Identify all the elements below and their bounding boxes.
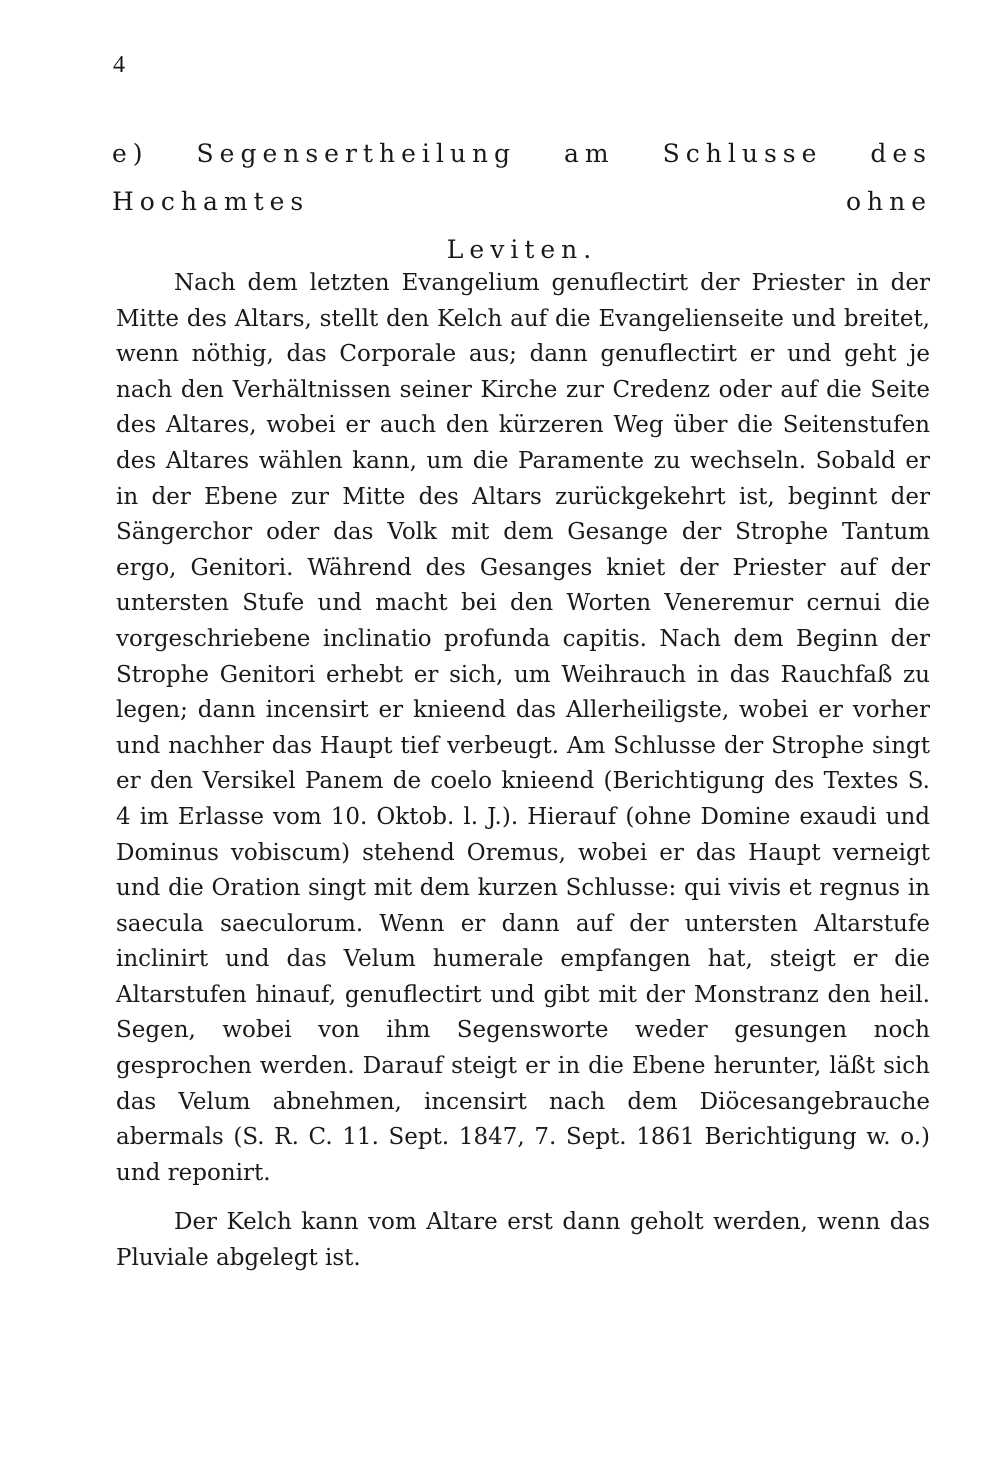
heading-line-1: e) Segensertheilung am Schlusse des Hochamtes ohne xyxy=(112,139,932,216)
body-text xyxy=(116,266,930,1277)
paragraph: Der Kelch kann vom Altare erst dann geholt werden, wenn das Pluviale abgelegt ist. xyxy=(116,1209,930,1272)
heading-line-2: Leviten. xyxy=(446,235,598,264)
section-heading xyxy=(112,130,932,274)
page-number: 4 xyxy=(113,52,125,78)
paragraph: Nach dem letzten Evangelium genuflectirt der Priester in der Mitte des Altars, stellt den Kelch auf die Evangelienseite und breitet, wenn nöthig, das Corporale aus; dann genuflectirt er und geht je nach den Verhältnissen seiner Kirche zur Credenz oder auf die Seite des Altares, wobei er auch den kürzeren Weg über die Seitenstufen des Altares wählen kann, um die Paramente zu wechseln. Sobald er in der Ebene zur Mitte des Altars zurückgekehrt ist, beginnt der Sängerchor oder das Volk mit dem Gesange der Strophe Tantum ergo, Genitori. Während des Gesanges kniet der Priester auf der untersten Stufe und macht bei den Worten Veneremur cernui die vorgeschriebene inclinatio profunda capitis. Nach dem Beginn der Strophe Genitori erhebt er sich, um Weihrauch in das Rauchfaß zu legen; dann incensirt er knieend das Allerheiligste, wobei er vorher und nachher das Haupt tief verbeugt. Am Schlusse der Strophe singt er den Versikel Panem de coelo knieend (Berichtigung des Textes S. 4 im Erlasse vom 10. Oktob. l. J.). Hierauf (ohne Domine exaudi und Dominus vobiscum) stehend Oremus, wobei er das Haupt verneigt und die Oration singt mit dem kurzen Schlusse: qui vivis et regnus in saecula saeculorum. Wenn er dann auf der untersten Altarstufe inclinirt und das Velum humerale empfangen hat, steigt er die Altarstufen hinauf, genuflectirt und gibt mit der Monstranz den heil. Segen, wobei von ihm Segensworte weder gesungen noch gesprochen werden. Darauf steigt er in die Ebene herunter, läßt sich das Velum abnehmen, incensirt nach dem Diöcesangebrauche abermals (S. R. C. 11. Sept. 1847, 7. Sept. 1861 Berichtigung w. o.) und reponirt. xyxy=(116,270,930,1186)
